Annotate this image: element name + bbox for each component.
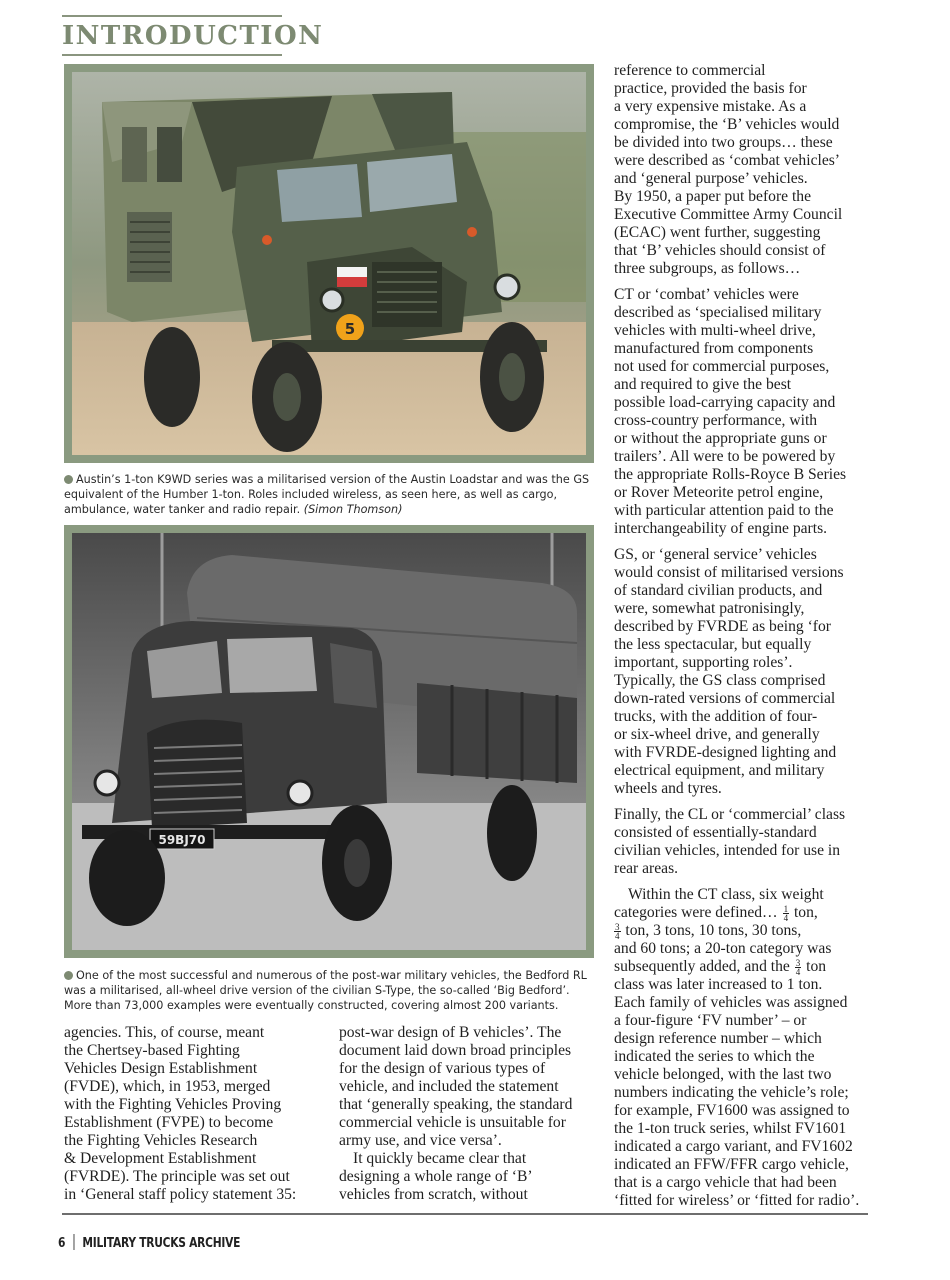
text-line: in ‘General staff policy statement 35:	[64, 1186, 297, 1203]
text-line: cross-country performance, with	[614, 412, 818, 429]
body-column-right	[614, 62, 876, 1210]
footer-rule	[62, 1213, 868, 1215]
text-line: CT or ‘combat’ vehicles were	[614, 286, 799, 303]
caption-bullet-icon	[64, 971, 73, 980]
text-line: were described as ‘combat vehicles’	[614, 152, 841, 169]
text-line: with the Fighting Vehicles Proving	[64, 1096, 282, 1113]
figure-caption-2	[64, 968, 594, 1013]
text-line: were, somewhat patronisingly,	[614, 600, 805, 617]
text-line: described by FVRDE as being ‘for	[614, 618, 831, 635]
text-fragment: ton,	[790, 904, 818, 921]
text-line: manufactured from components	[614, 340, 814, 357]
text-line: consisted of essentially-standard	[614, 824, 817, 841]
text-line: compromise, the ‘B’ vehicles would	[614, 116, 840, 133]
body-column-middle	[339, 1024, 604, 1204]
text-line: (FVDE), which, in 1953, merged	[64, 1078, 271, 1095]
text-line: design reference number – which	[614, 1030, 822, 1047]
text-line: vehicles with multi-wheel drive,	[614, 322, 816, 339]
text-line: reference to commercial	[614, 62, 766, 79]
text-line: be divided into two groups… these	[614, 134, 833, 151]
paragraph	[64, 1024, 324, 1204]
text-line: post-war design of B vehicles’. The	[339, 1024, 562, 1041]
text-line: for example, FV1600 was assigned to	[614, 1102, 850, 1119]
text-line: or without the appropriate guns or	[614, 430, 827, 447]
paragraph	[614, 286, 876, 538]
text-line: the 1-ton truck series, whilst FV1601	[614, 1120, 847, 1137]
paragraph	[614, 806, 876, 878]
text-line: civilian vehicles, intended for use in	[614, 842, 841, 859]
text-line: army use, and vice versa’.	[339, 1132, 502, 1149]
text-line: Typically, the GS class comprised	[614, 672, 826, 689]
text-line: or six-wheel drive, and generally	[614, 726, 820, 743]
text-line: class was later increased to 1 ton.	[614, 976, 823, 993]
text-line: practice, provided the basis for	[614, 80, 807, 97]
text-line: a very expensive mistake. As a	[614, 98, 807, 115]
text-line: a four-figure ‘FV number’ – or	[614, 1012, 807, 1029]
text-fragment: subsequently added, and the	[614, 958, 794, 975]
figure-caption-1	[64, 472, 594, 517]
text-line: indicated the series to which the	[614, 1048, 815, 1065]
text-line: of standard civilian products, and	[614, 582, 823, 599]
paragraph	[614, 886, 876, 994]
text-line: that ‘generally speaking, the standard	[339, 1096, 573, 1113]
text-line	[614, 922, 876, 940]
page-number: 6	[58, 1236, 66, 1251]
text-line: Vehicles Design Establishment	[64, 1060, 258, 1077]
licence-plate: 59BJ70	[158, 833, 206, 847]
paragraph	[614, 546, 876, 798]
caption-text: Austin’s 1-ton K9WD series was a militarised version of the Austin Loadstar and was the GS equivalent of the Humber 1-ton. Roles included wireless, as seen here, as well as cargo, ambulance, water tanker and radio repair.	[64, 473, 590, 516]
text-line: trucks, with the addition of four-	[614, 708, 818, 725]
photo-austin-k9wd	[64, 64, 594, 463]
fraction-numerator: 3	[795, 957, 801, 968]
text-line: document laid down broad principles	[339, 1042, 572, 1059]
text-line: and 60 tons; a 20-ton category was	[614, 940, 832, 957]
paragraph	[614, 994, 876, 1210]
text-line: vehicle, and included the statement	[339, 1078, 559, 1095]
text-line: ‘fitted for wireless’ or ‘fitted for radio’.	[614, 1192, 860, 1209]
text-line: and ‘general purpose’ vehicles.	[614, 170, 808, 187]
text-line: indicated an FFW/FFR cargo vehicle,	[614, 1156, 849, 1173]
text-line: agencies. This, of course, meant	[64, 1024, 265, 1041]
text-line: the appropriate Rolls-Royce B Series	[614, 466, 847, 483]
text-line: interchangeability of engine parts.	[614, 520, 828, 537]
text-line: electrical equipment, and military	[614, 762, 825, 779]
section-header	[62, 15, 324, 56]
text-line: trailers’. All were to be powered by	[614, 448, 836, 465]
caption-bullet-icon	[64, 475, 73, 484]
fraction-denominator: 4	[783, 912, 789, 923]
text-line: Within the CT class, six weight	[628, 886, 824, 903]
text-line: important, supporting roles’.	[614, 654, 793, 671]
fraction-numerator: 1	[783, 903, 789, 914]
text-line: the less spectacular, but equally	[614, 636, 812, 653]
text-line: numbers indicating the vehicle’s role;	[614, 1084, 849, 1101]
page-footer	[58, 1234, 240, 1251]
text-line: possible load-carrying capacity and	[614, 394, 836, 411]
caption-text: One of the most successful and numerous of the post-war military vehicles, the Bedford RL was a militarised, all-wheel drive version of the civilian S-Type, the so-called ‘Big Bedford’. More than 73,000 examples were eventually constructed, covering almost 200 variants.	[64, 969, 587, 1012]
text-line: that ‘B’ vehicles should consist of	[614, 242, 826, 259]
text-line: designing a whole range of ‘B’	[339, 1168, 533, 1185]
fraction-numerator: 3	[615, 921, 620, 932]
fraction-three-quarters	[795, 959, 802, 976]
fraction-denominator: 4	[615, 930, 620, 941]
text-fragment: categories were defined…	[614, 904, 782, 921]
text-line: Executive Committee Army Council	[614, 206, 843, 223]
text-line: with FVRDE-designed lighting and	[614, 744, 837, 761]
photo-credit: (Simon Thomson)	[303, 503, 403, 516]
text-line: down-rated versions of commercial	[614, 690, 836, 707]
text-line: for the design of various types of	[339, 1060, 546, 1077]
text-line: would consist of militarised versions	[614, 564, 844, 581]
fraction-one-quarter	[783, 905, 790, 922]
fraction-denominator: 4	[795, 966, 801, 977]
paragraph	[339, 1150, 604, 1204]
text-line: By 1950, a paper put before the	[614, 188, 812, 205]
text-line: (FVRDE). The principle was set out	[64, 1168, 290, 1185]
austin-truck-image	[72, 72, 586, 455]
photo-bedford-rl	[64, 525, 594, 958]
text-line: described as ‘specialised military	[614, 304, 822, 321]
text-line: Finally, the CL or ‘commercial’ class	[614, 806, 846, 823]
text-line	[614, 904, 876, 922]
fraction-three-quarters	[614, 923, 621, 940]
body-column-left	[64, 1024, 324, 1204]
text-line: Establishment (FVPE) to become	[64, 1114, 274, 1131]
paragraph	[614, 62, 876, 278]
text-line: vehicle belonged, with the last two	[614, 1066, 832, 1083]
text-line: rear areas.	[614, 860, 679, 877]
unit-badge-number: 5	[344, 320, 356, 338]
text-fragment: ton	[802, 958, 827, 975]
text-fragment: ton, 3 tons, 10 tons, 30 tons,	[621, 922, 802, 939]
publication-title: MILITARY TRUCKS ARCHIVE	[82, 1236, 241, 1251]
text-line: indicated a cargo variant, and FV1602	[614, 1138, 853, 1155]
text-line: wheels and tyres.	[614, 780, 722, 797]
text-line: (ECAC) went further, suggesting	[614, 224, 821, 241]
text-line: It quickly became clear that	[353, 1150, 527, 1167]
text-line	[614, 958, 876, 976]
text-line: three subgroups, as follows…	[614, 260, 801, 277]
text-line: with particular attention paid to the	[614, 502, 834, 519]
text-line: the Fighting Vehicles Research	[64, 1132, 258, 1149]
title-rule-top	[62, 15, 282, 17]
text-line: not used for commercial purposes,	[614, 358, 830, 375]
text-line: that is a cargo vehicle that had been	[614, 1174, 837, 1191]
bedford-truck-image	[72, 533, 586, 950]
section-title: INTRODUCTION	[62, 21, 324, 51]
text-line: GS, or ‘general service’ vehicles	[614, 546, 817, 563]
text-line: or Rover Meteorite petrol engine,	[614, 484, 824, 501]
text-line: the Chertsey-based Fighting	[64, 1042, 240, 1059]
footer-separator	[73, 1234, 74, 1250]
text-line: vehicles from scratch, without	[339, 1186, 528, 1203]
title-rule-bottom	[62, 54, 282, 56]
text-line: commercial vehicle is unsuitable for	[339, 1114, 566, 1131]
text-line: Each family of vehicles was assigned	[614, 994, 848, 1011]
text-line: & Development Establishment	[64, 1150, 257, 1167]
paragraph	[339, 1024, 604, 1150]
text-line: and required to give the best	[614, 376, 792, 393]
